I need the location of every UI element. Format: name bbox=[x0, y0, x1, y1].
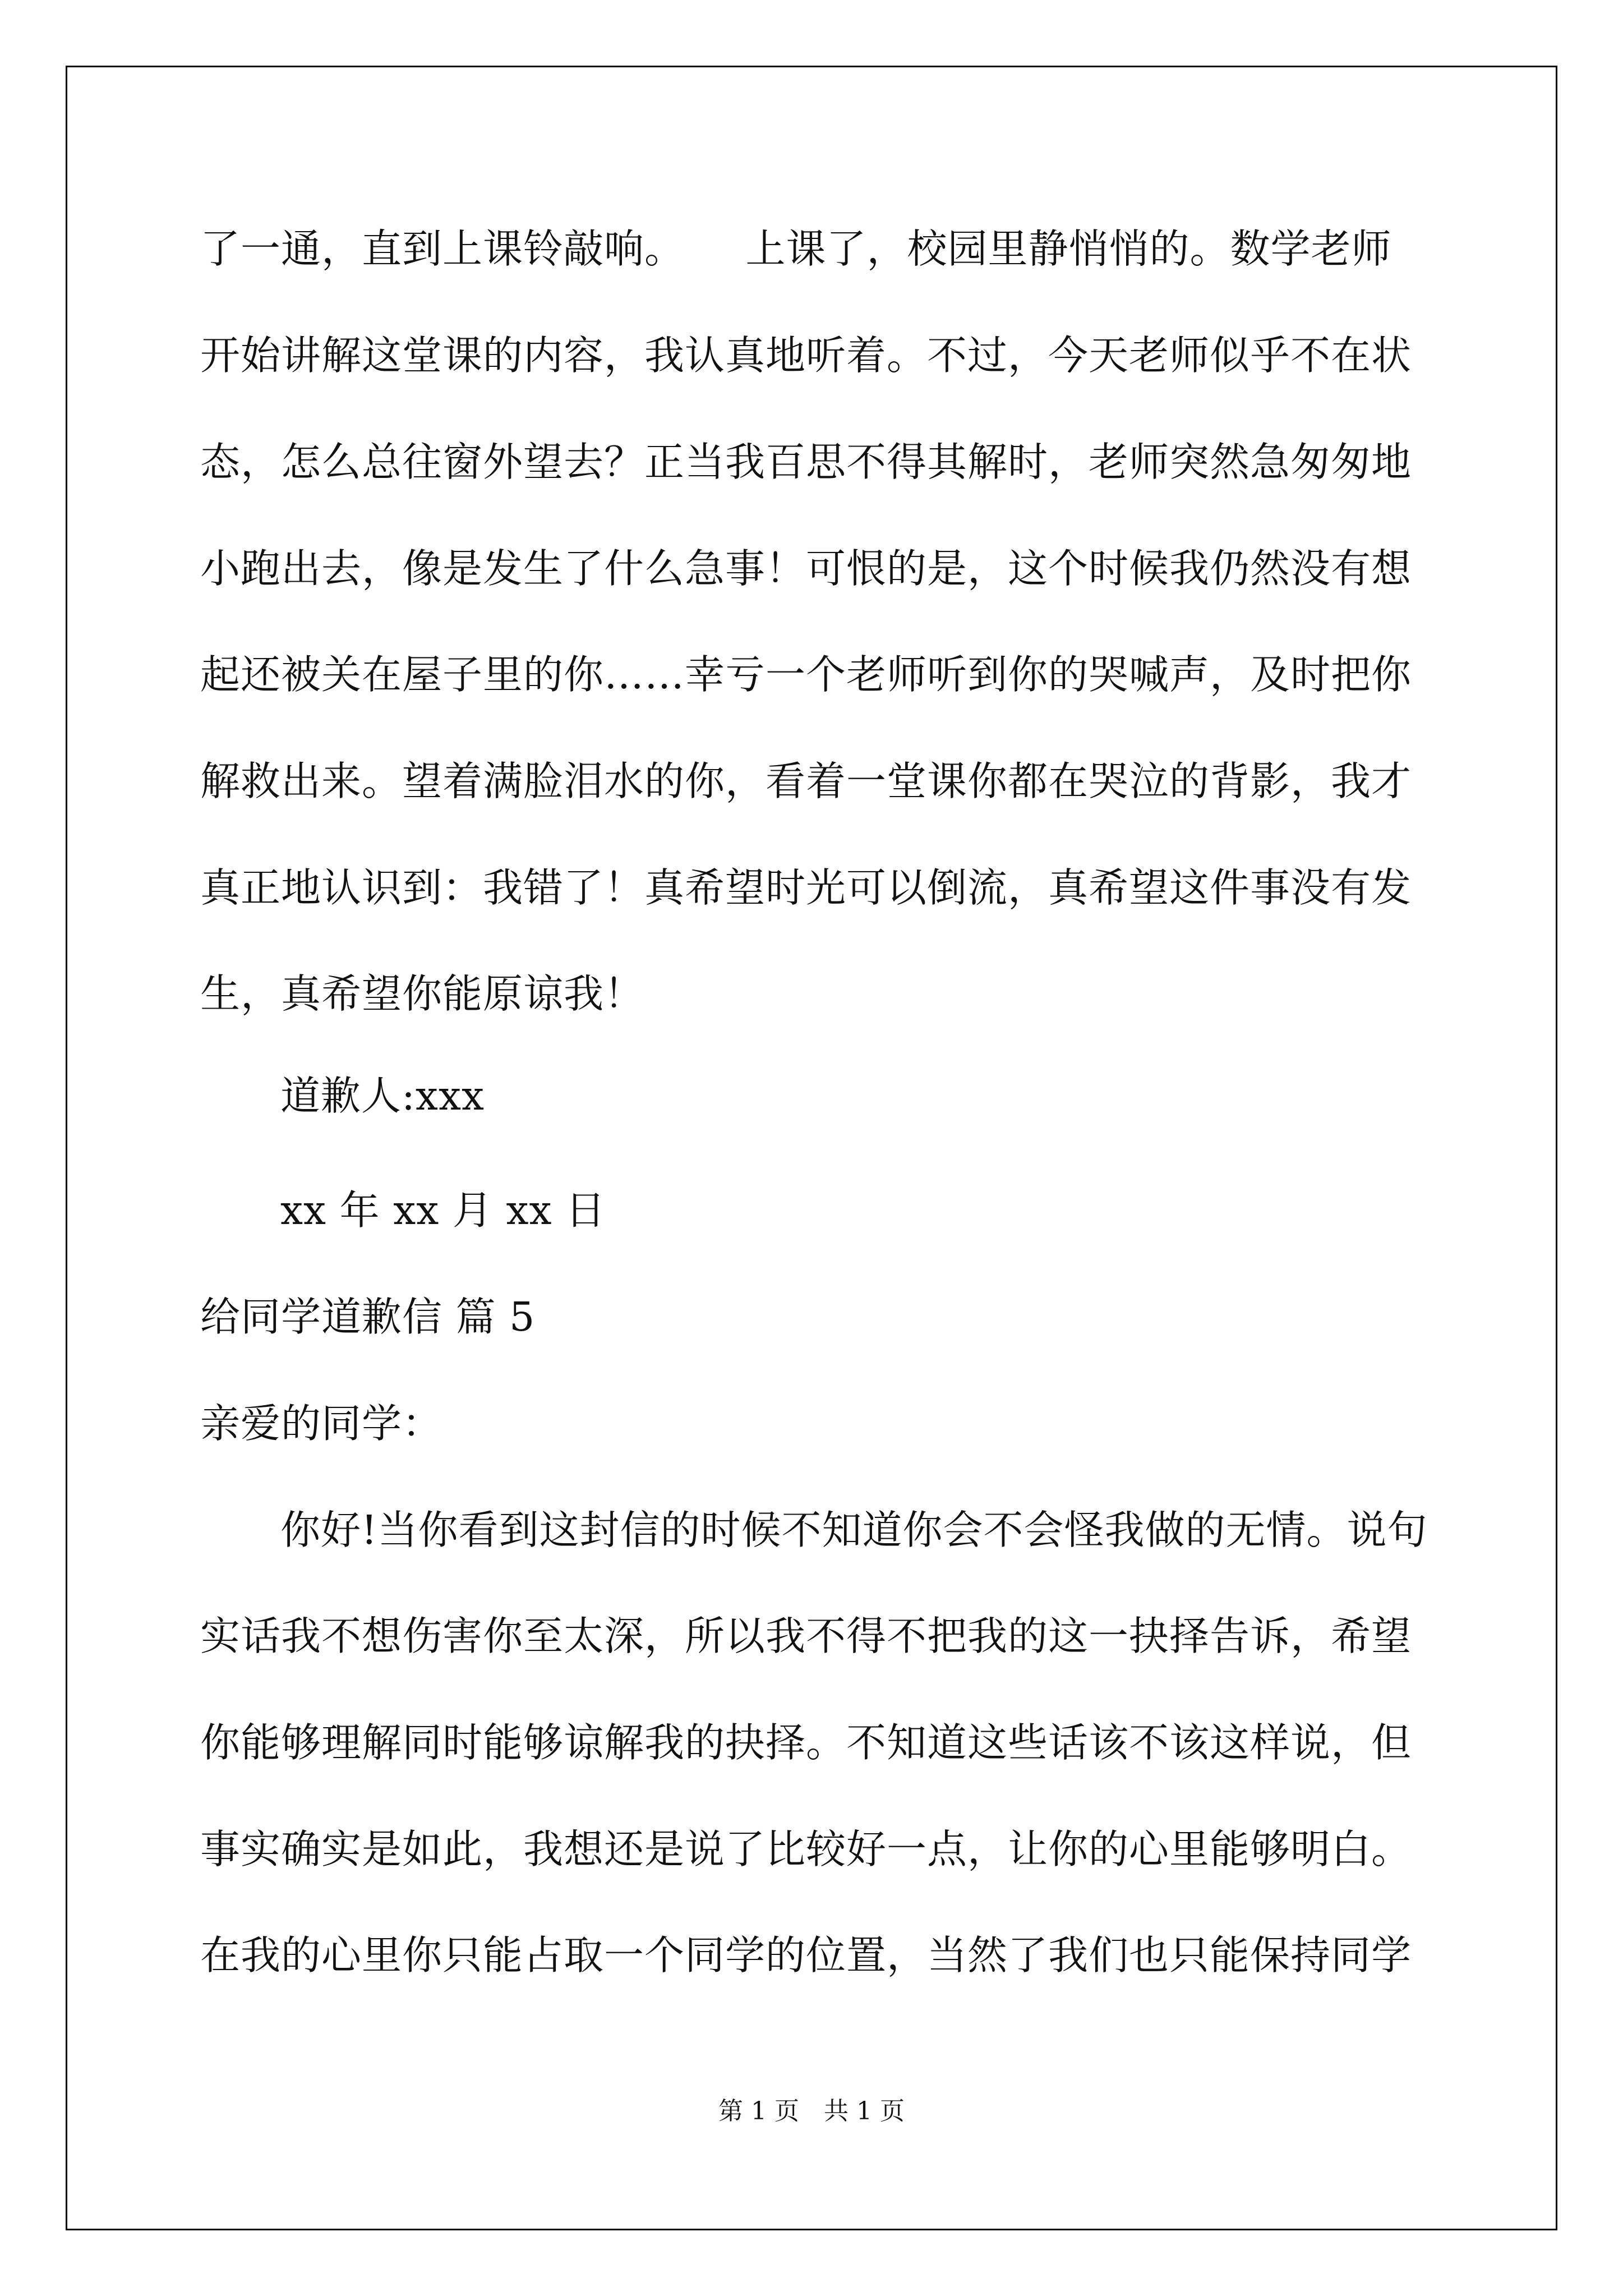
body-text-line: 实话我不想伤害你至太深，所以我不得不把我的这一抉择告诉，希望 bbox=[200, 1613, 1412, 1659]
section-heading: 给同学道歉信 篇 5 bbox=[200, 1294, 536, 1340]
body-text-line: 你好!当你看到这封信的时候不知道你会不会怪我做的无情。说句 bbox=[280, 1507, 1428, 1553]
body-text-line: 了一通，直到上课铃敲响。 上课了，校园里静悄悄的。数学老师 bbox=[200, 226, 1392, 272]
date-line: xx 年 xx 月 xx 日 bbox=[280, 1187, 606, 1234]
signature-line: 道歉人:xxx bbox=[280, 1073, 485, 1119]
body-text-line: 态，怎么总往窗外望去？正当我百思不得其解时，老师突然急匆匆地 bbox=[200, 439, 1412, 485]
body-text-line: 起还被关在屋子里的你……幸亏一个老师听到你的哭喊声，及时把你 bbox=[200, 651, 1412, 698]
body-text-line: 你能够理解同时能够谅解我的抉择。不知道这些话该不该这样说，但 bbox=[200, 1719, 1412, 1766]
body-text-line: 生，真希望你能原谅我！ bbox=[200, 970, 645, 1017]
body-text-line: 解救出来。望着满脸泪水的你，看着一堂课你都在哭泣的背影，我才 bbox=[200, 758, 1412, 804]
page-border bbox=[66, 66, 1557, 2230]
body-text-line: 小跑出去，像是发生了什么急事！可恨的是，这个时候我仍然没有想 bbox=[200, 545, 1412, 592]
body-text-line: 开始讲解这堂课的内容，我认真地听着。不过，今天老师似乎不在状 bbox=[200, 332, 1412, 379]
body-text-line: 在我的心里你只能占取一个同学的位置，当然了我们也只能保持同学 bbox=[200, 1932, 1412, 1978]
salutation: 亲爱的同学： bbox=[200, 1400, 443, 1447]
body-text-line: 事实确实是如此，我想还是说了比较好一点，让你的心里能够明白。 bbox=[200, 1826, 1412, 1872]
page-footer: 第 1 页 共 1 页 bbox=[718, 2097, 905, 2125]
body-text-line: 真正地认识到：我错了！真希望时光可以倒流，真希望这件事没有发 bbox=[200, 864, 1412, 911]
